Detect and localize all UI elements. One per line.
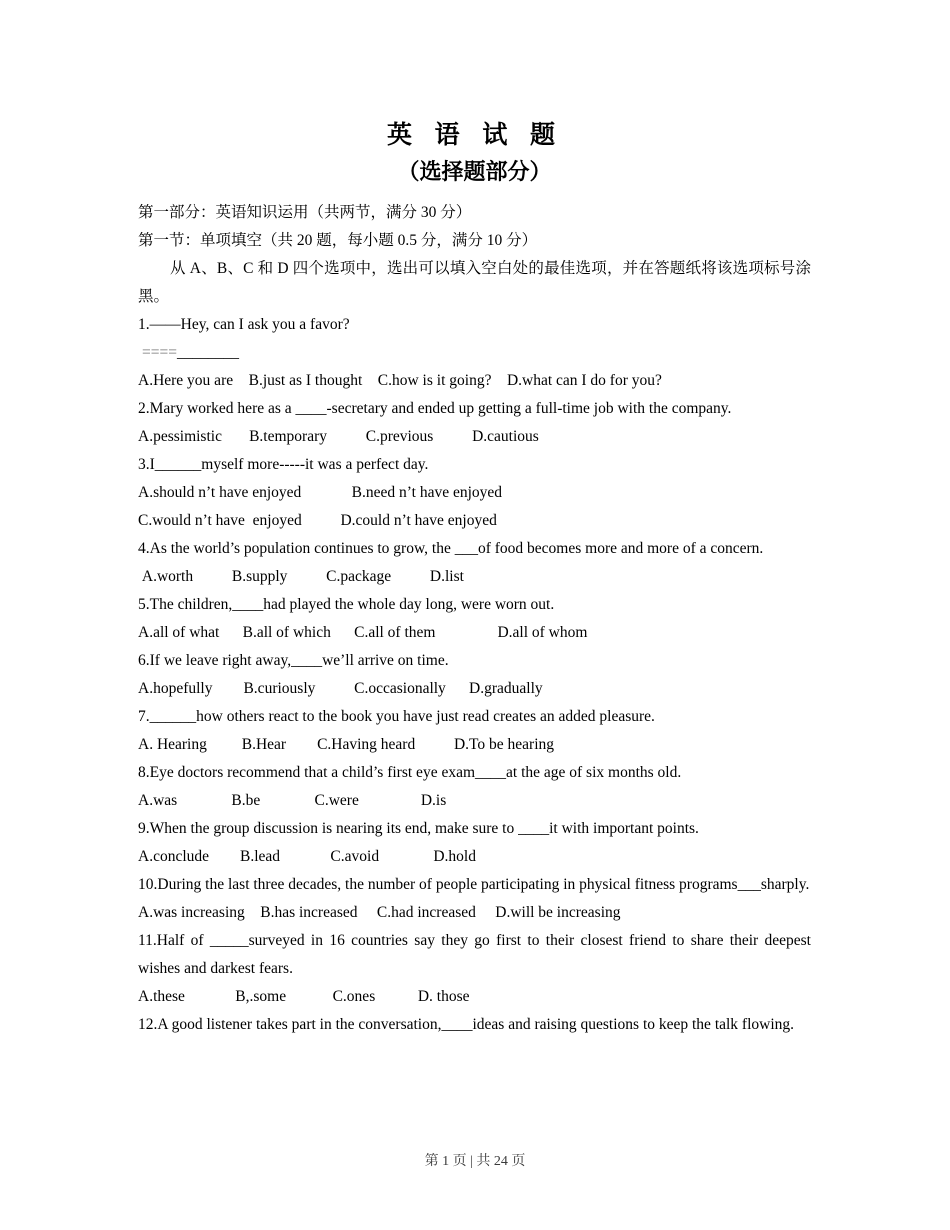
question-11-stem: 11.Half of _____surveyed in 16 countries say they go first to their closest friend to share their deepest wishes and darkest fears. xyxy=(138,931,815,977)
question-1-stem: 1.——Hey, can I ask you a favor? xyxy=(138,315,350,333)
question-2-options: A.pessimistic B.temporary C.previous D.cautious xyxy=(138,427,539,445)
part-heading: 第一部分：英语知识运用（共两节，满分 30 分） xyxy=(138,203,472,221)
question-3-options-row1: A.should n’t have enjoyed B.need n’t have enjoyed xyxy=(138,483,503,501)
question-5-options: A.all of what B.all of which C.all of them D.all of whom xyxy=(138,623,588,641)
question-2-stem: 2.Mary worked here as a ____-secretary and ended up getting a full-time job with the company. xyxy=(138,399,732,417)
question-3-options-row2: C.would n’t have enjoyed D.could n’t have enjoyed xyxy=(138,511,497,529)
question-1-options: A.Here you are B.just as I thought C.how is it going? D.what can I do for you? xyxy=(138,371,662,389)
document-body xyxy=(138,118,815,1039)
question-1-equals-mark: ==== xyxy=(142,343,177,361)
question-9-stem: 9.When the group discussion is nearing its end, make sure to ____it with important points. xyxy=(138,819,699,837)
question-8-stem: 8.Eye doctors recommend that a child’s first eye exam____at the age of six months old. xyxy=(138,763,682,781)
page-number-label: 第 1 页 | 共 24 页 xyxy=(424,1154,526,1169)
question-6-options: A.hopefully B.curiously C.occasionally D.gradually xyxy=(138,679,543,697)
question-4-stem: 4.As the world’s population continues to grow, the ___of food becomes more and more of a concern. xyxy=(138,539,764,557)
question-1-blank: ________ xyxy=(176,343,239,361)
question-3-stem: 3.I______myself more-----it was a perfect day. xyxy=(138,455,429,473)
question-5-stem: 5.The children,____had played the whole day long, were worn out. xyxy=(138,595,555,613)
question-12-stem: 12.A good listener takes part in the conversation,____ideas and raising questions to keep the talk flowing. xyxy=(138,1015,795,1033)
question-10-options: A.was increasing B.has increased C.had increased D.will be increasing xyxy=(138,903,621,921)
question-9-options: A.conclude B.lead C.avoid D.hold xyxy=(138,847,476,865)
question-11-options: A.these B,.some C.ones D. those xyxy=(138,987,470,1005)
page-title: 英 语 试 题 xyxy=(386,120,563,149)
question-10-stem: 10.During the last three decades, the number of people participating in physical fitness programs___sharply. xyxy=(138,875,810,893)
page-subtitle: （选择题部分） xyxy=(397,159,552,185)
question-4-options: A.worth B.supply C.package D.list xyxy=(138,567,464,585)
page-footer xyxy=(0,1152,950,1172)
question-7-stem: 7.______how others react to the book you have just read creates an added pleasure. xyxy=(138,707,655,725)
question-1-stem-line2 xyxy=(138,339,811,367)
question-6-stem: 6.If we leave right away,____we’ll arrive on time. xyxy=(138,651,449,669)
section-heading: 第一节：单项填空（共 20 题，每小题 0.5 分，满分 10 分） xyxy=(138,231,538,249)
question-7-options: A. Hearing B.Hear C.Having heard D.To be hearing xyxy=(138,735,555,753)
question-8-options: A.was B.be C.were D.is xyxy=(138,791,447,809)
section-instruction: 从 A、B、C 和 D 四个选项中，选出可以填入空白处的最佳选项，并在答题纸将该选项标号涂黑。 xyxy=(138,259,811,305)
